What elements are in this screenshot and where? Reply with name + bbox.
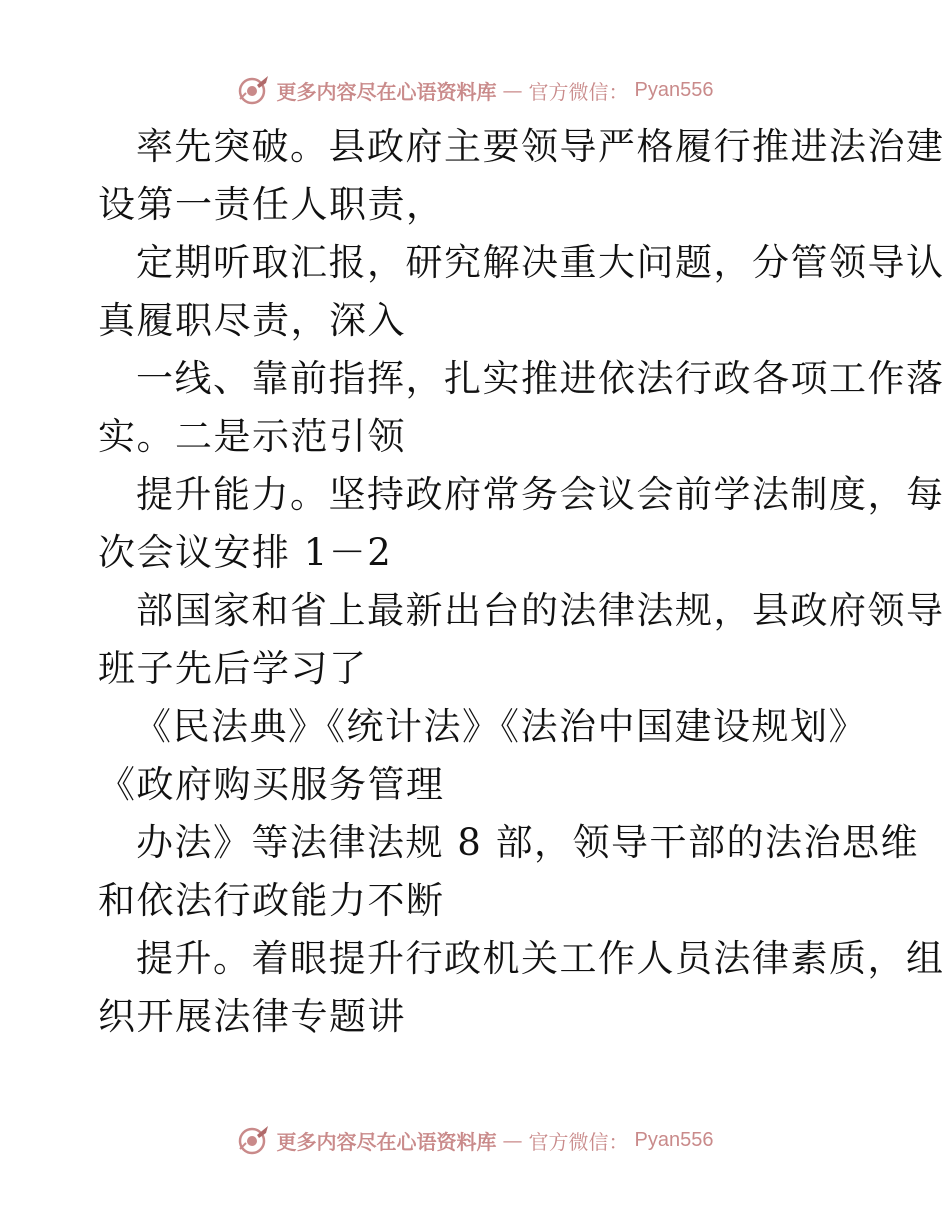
watermark-wechat-label: 官方微信： xyxy=(528,1129,629,1154)
paragraph-line: 和依法行政能力不断 xyxy=(98,879,445,922)
paragraph-line: 真履职尽责，深入 xyxy=(98,299,406,342)
paragraph-line: 提升能力。坚持政府常务会议会前学法制度，每 xyxy=(136,473,945,516)
watermark-separator: — xyxy=(502,1128,523,1152)
watermark-wechat-id: Pyan556 xyxy=(634,78,714,101)
paragraph-line: 《政府购买服务管理 xyxy=(98,763,445,806)
paragraph-line: 一线、靠前指挥，扎实推进依法行政各项工作落 xyxy=(136,357,945,400)
document-body xyxy=(98,118,945,1046)
header-watermark-banner xyxy=(0,70,950,110)
pen-nib-logo-icon xyxy=(237,73,271,107)
paragraph-line: 织开展法律专题讲 xyxy=(98,995,406,1038)
paragraph xyxy=(98,118,945,234)
paragraph-line: 设第一责任人职责， xyxy=(98,183,445,226)
paragraph xyxy=(98,350,945,466)
paragraph-line: 班子先后学习了 xyxy=(98,647,368,690)
paragraph-line: 定期听取汇报，研究解决重大问题，分管领导认 xyxy=(136,241,945,284)
paragraph-line: 率先突破。县政府主要领导严格履行推进法治建 xyxy=(136,125,945,168)
paragraph-line: 部国家和省上最新出台的法律法规，县政府领导 xyxy=(136,589,945,632)
watermark-site-text: 更多内容尽在心语资料库 xyxy=(276,79,497,104)
paragraph xyxy=(98,582,945,698)
footer-watermark-banner xyxy=(0,1120,950,1160)
watermark-site-text: 更多内容尽在心语资料库 xyxy=(276,1129,497,1154)
paragraph-line: 实。二是示范引领 xyxy=(98,415,406,458)
paragraph-line: 办法》等法律法规 8 部，领导干部的法治思维 xyxy=(136,821,920,864)
paragraph-line: 提升。着眼提升行政机关工作人员法律素质，组 xyxy=(136,937,945,980)
paragraph-line: 次会议安排 1－2 xyxy=(98,531,393,574)
paragraph xyxy=(98,930,945,1046)
paragraph xyxy=(98,466,945,582)
paragraph xyxy=(98,234,945,350)
watermark-wechat-label: 官方微信： xyxy=(528,79,629,104)
paragraph-line: 《民法典》《统计法》《法治中国建设规划》 xyxy=(134,705,867,748)
paragraph xyxy=(98,698,867,814)
paragraph xyxy=(98,814,920,930)
watermark-separator: — xyxy=(502,78,523,102)
watermark-wechat-id: Pyan556 xyxy=(634,1128,714,1151)
pen-nib-logo-icon xyxy=(237,1123,271,1157)
